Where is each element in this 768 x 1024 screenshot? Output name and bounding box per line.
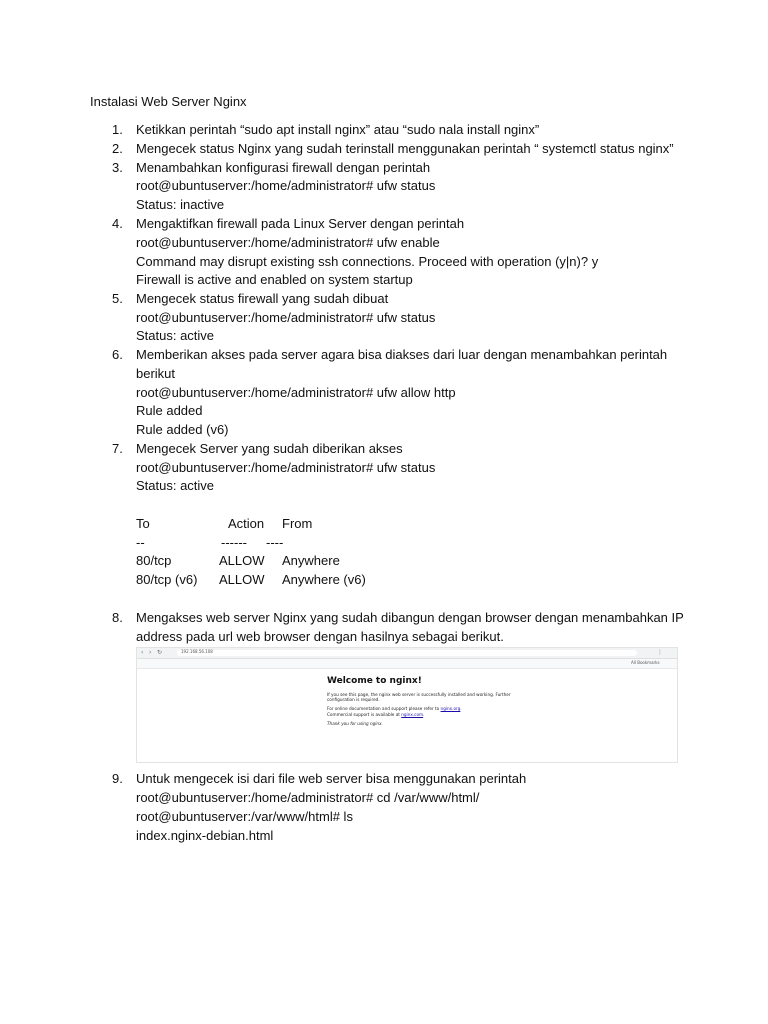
step-9-number: 9.: [112, 771, 123, 786]
step-7-number: 7.: [112, 441, 123, 456]
step-5-output: Status: active: [136, 328, 215, 343]
back-icon: ‹: [141, 649, 144, 656]
reload-icon: ↻: [157, 649, 163, 656]
document-title: Instalasi Web Server Nginx: [90, 94, 247, 109]
nginx-com-link: nginx.com: [401, 711, 424, 717]
nginx-welcome-para-4: Thank you for using nginx.: [327, 720, 383, 726]
step-9-command-2: root@ubuntuserver:/var/www/html# ls: [136, 809, 353, 824]
table-row-2-to: 80/tcp (v6): [136, 572, 198, 587]
nginx-welcome-para-1: If you see this page, the nginx web server is successfully installed and working. Further configuration is required.: [327, 692, 511, 703]
step-6-output-2: Rule added (v6): [136, 422, 229, 437]
step-6-command: root@ubuntuserver:/home/administrator# ufw allow http: [136, 385, 456, 400]
nginx-welcome-content: [327, 676, 527, 730]
table-row-1-to: 80/tcp: [136, 553, 172, 568]
step-7-command: root@ubuntuserver:/home/administrator# ufw status: [136, 460, 436, 475]
step-2-text: Mengecek status Nginx yang sudah terinstall menggunakan perintah “ systemctl status nginx”: [136, 141, 674, 156]
step-4-command: root@ubuntuserver:/home/administrator# ufw enable: [136, 235, 440, 250]
step-6-text-1: Memberikan akses pada server agara bisa diakses dari luar dengan menambahkan perintah: [136, 347, 668, 362]
step-3-text: Menambahkan konfigurasi firewall dengan perintah: [136, 160, 431, 175]
step-1-number: 1.: [112, 122, 123, 137]
step-4-output-2: Firewall is active and enabled on system startup: [136, 272, 413, 287]
step-8-text-2: address pada url web browser dengan hasilnya sebagai berikut.: [136, 629, 504, 644]
table-separator-action: ------: [221, 535, 247, 550]
forward-icon: ›: [149, 649, 152, 656]
nginx-browser-screenshot: [136, 647, 678, 763]
bookmark-all: All Bookmarks: [631, 660, 660, 665]
para-2-text: For online documentation and support please refer to: [327, 706, 441, 712]
menu-icon: ⋮: [657, 649, 663, 656]
nginx-welcome-para-2: For online documentation and support please refer to nginx.org. Commercial support is available at nginx.com.: [327, 706, 462, 717]
step-8-number: 8.: [112, 610, 123, 625]
step-4-number: 4.: [112, 216, 123, 231]
step-4-text: Mengaktifkan firewall pada Linux Server dengan perintah: [136, 216, 465, 231]
table-header-action: Action: [228, 516, 265, 531]
step-7-text: Mengecek Server yang sudah diberikan akses: [136, 441, 403, 456]
address-bar-url: 192.168.56.108: [181, 649, 213, 654]
table-separator-from: ----: [266, 535, 284, 550]
bookmarks-bar: [137, 659, 677, 669]
step-3-output: Status: inactive: [136, 197, 225, 212]
browser-toolbar: [137, 648, 677, 659]
step-5-command: root@ubuntuserver:/home/administrator# ufw status: [136, 310, 436, 325]
nginx-welcome-heading: Welcome to nginx!: [327, 676, 422, 686]
step-1-text: Ketikkan perintah “sudo apt install nginx” atau “sudo nala install nginx”: [136, 122, 540, 137]
table-separator-to: --: [136, 535, 145, 550]
step-6-output-1: Rule added: [136, 403, 203, 418]
step-2-number: 2.: [112, 141, 123, 156]
table-row-1-from: Anywhere: [282, 553, 340, 568]
step-9-text: Untuk mengecek isi dari file web server bisa menggunakan perintah: [136, 771, 527, 786]
step-8-text-1: Mengakses web server Nginx yang sudah dibangun dengan browser dengan menambahkan IP: [136, 610, 684, 625]
table-row-1-action: ALLOW: [219, 553, 265, 568]
step-5-number: 5.: [112, 291, 123, 306]
step-7-output: Status: active: [136, 478, 215, 493]
table-row-2-from: Anywhere (v6): [282, 572, 366, 587]
address-bar: [177, 650, 637, 656]
step-6-text-2: berikut: [136, 366, 176, 381]
step-9-output: index.nginx-debian.html: [136, 828, 274, 843]
para-3-text: Commercial support is available at: [327, 711, 402, 717]
step-6-number: 6.: [112, 347, 123, 362]
table-header-to: To: [136, 516, 150, 531]
nginx-org-link: nginx.org: [440, 706, 461, 712]
step-5-text: Mengecek status firewall yang sudah dibuat: [136, 291, 389, 306]
step-3-number: 3.: [112, 160, 123, 175]
table-row-2-action: ALLOW: [219, 572, 265, 587]
step-4-output-1: Command may disrupt existing ssh connections. Proceed with operation (y|n)? y: [136, 254, 599, 269]
step-3-command: root@ubuntuserver:/home/administrator# ufw status: [136, 178, 436, 193]
step-9-command-1: root@ubuntuserver:/home/administrator# cd /var/www/html/: [136, 790, 480, 805]
table-header-from: From: [282, 516, 313, 531]
